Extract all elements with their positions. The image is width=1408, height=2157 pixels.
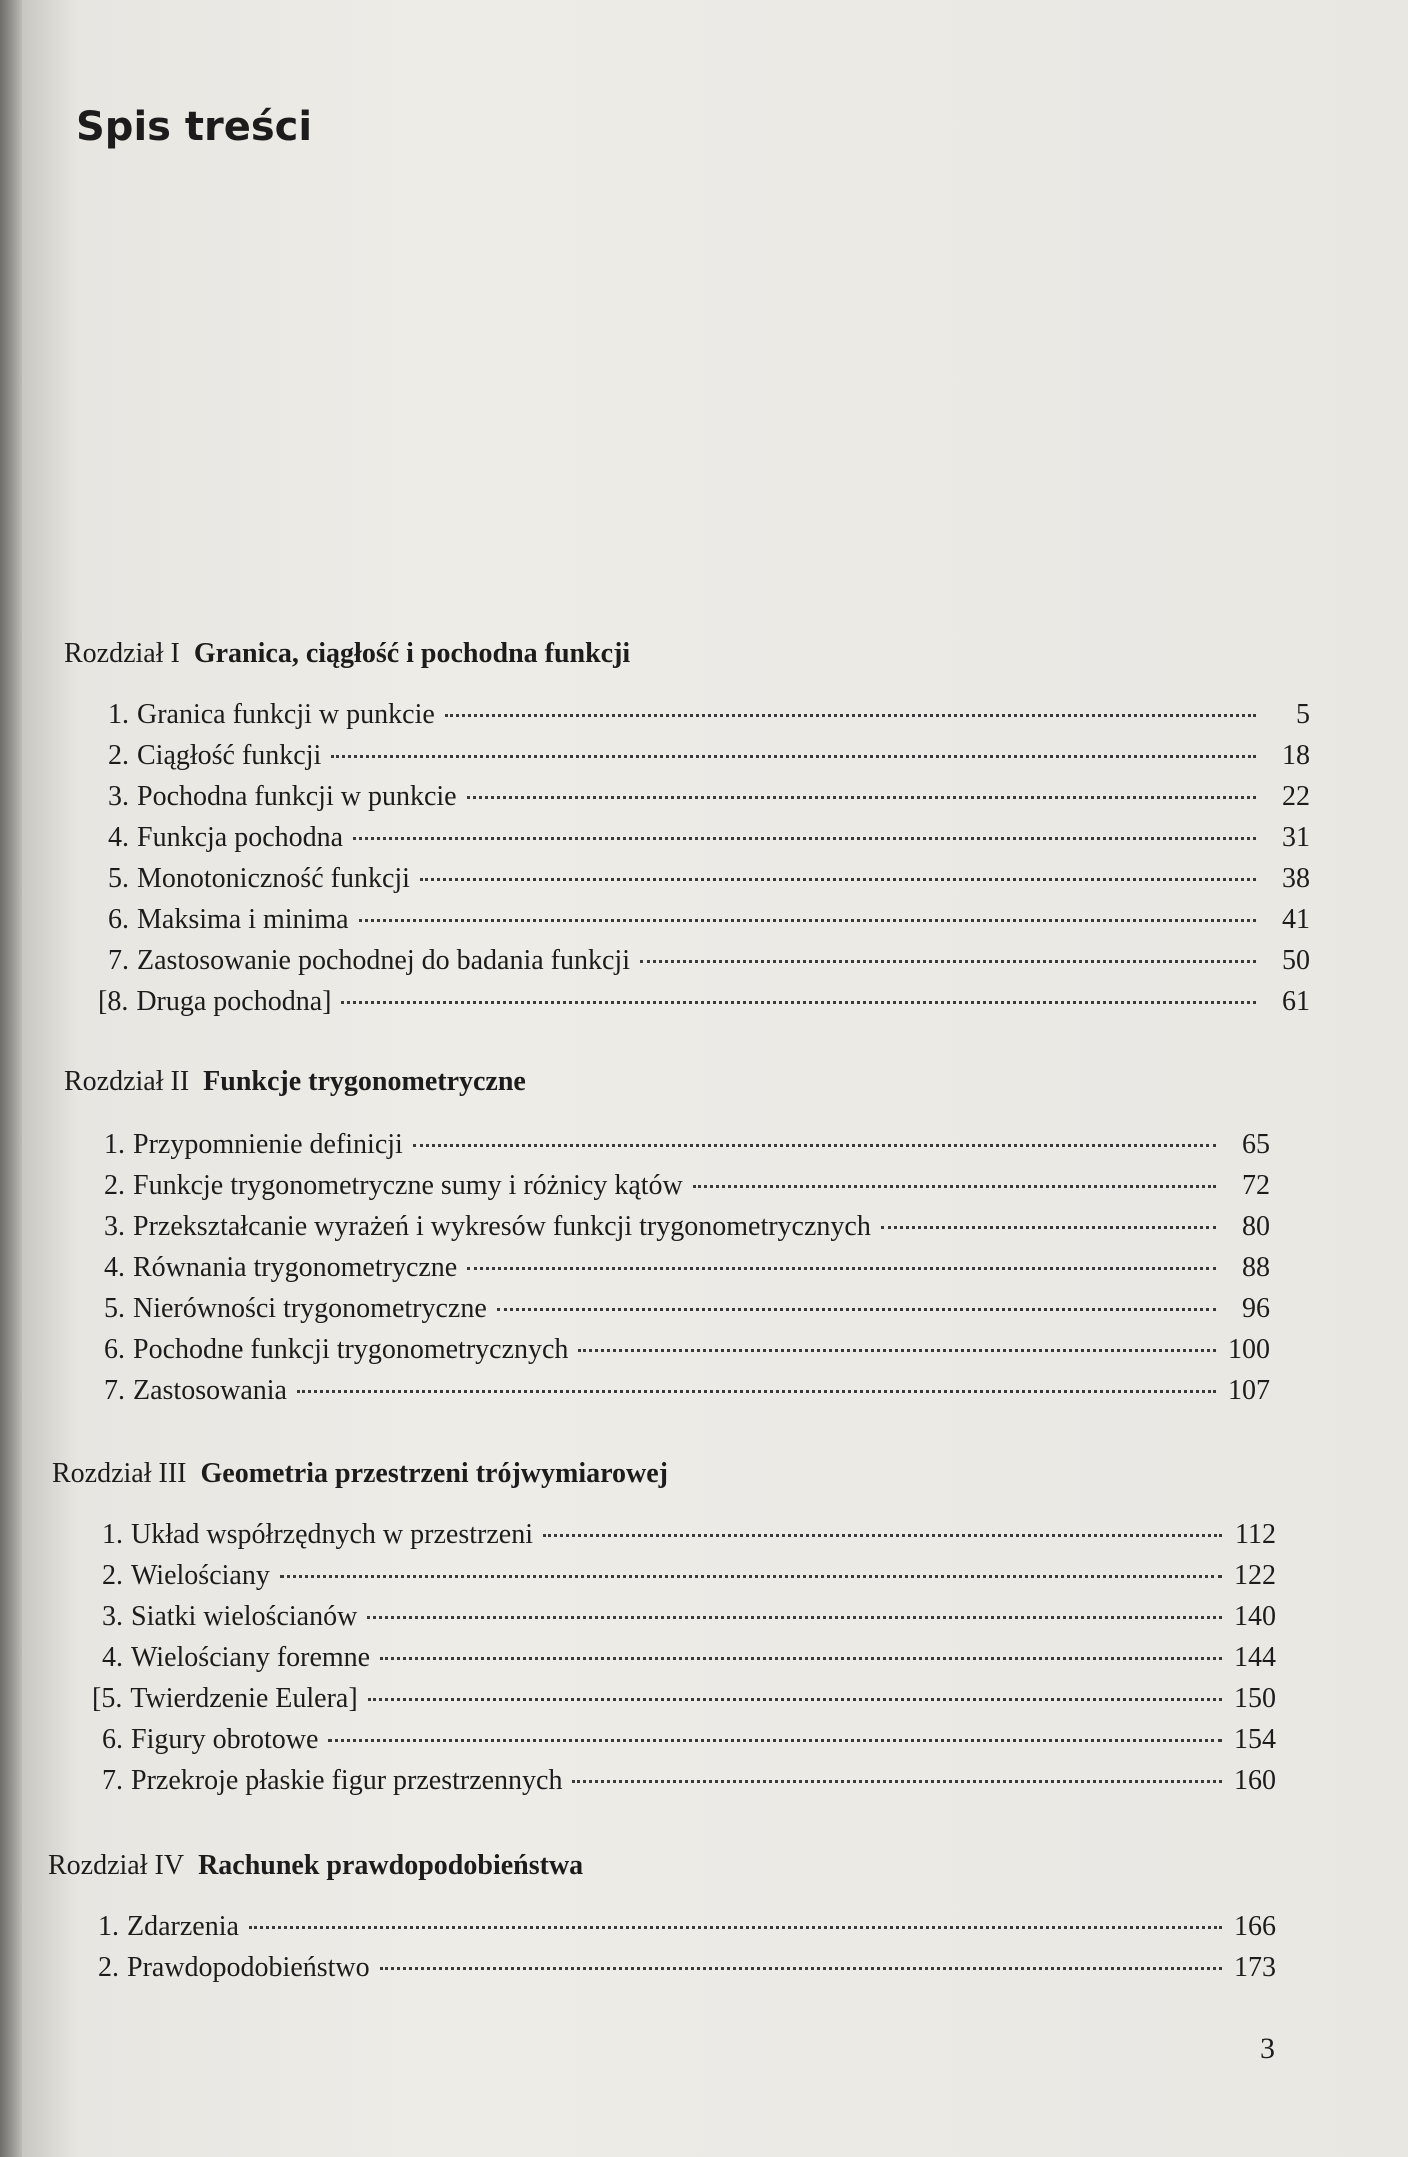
dot-leader — [331, 755, 1256, 758]
chapter-heading — [48, 1850, 583, 1882]
entry-title: Twierdzenie Eulera] — [130, 1683, 358, 1714]
dot-leader — [367, 1616, 1222, 1619]
entry-number: 6. — [104, 1334, 125, 1365]
entry-number: 4. — [102, 1642, 123, 1673]
entry-title: Siatki wielościanów — [131, 1601, 358, 1632]
dot-leader — [328, 1739, 1222, 1742]
page-number: 3 — [1260, 2032, 1275, 2065]
entry-page: 65 — [1242, 1129, 1270, 1160]
dot-leader — [640, 960, 1256, 963]
entry-page: 154 — [1234, 1724, 1276, 1755]
book-spine-shadow — [0, 0, 22, 2157]
toc-entry[interactable] — [102, 1764, 1276, 1798]
entry-page: 96 — [1242, 1293, 1270, 1324]
toc-entry[interactable] — [102, 1600, 1276, 1634]
entry-number: 1. — [104, 1129, 125, 1160]
entry-page: 5 — [1296, 699, 1310, 730]
chapter-label: Rozdział IV — [48, 1850, 185, 1881]
chapter-heading — [64, 638, 630, 670]
entry-page: 22 — [1282, 781, 1310, 812]
toc-entry[interactable] — [108, 821, 1310, 855]
entry-title: Maksima i minima — [137, 904, 349, 935]
chapter-name: Granica, ciągłość i pochodna funkcji — [193, 638, 631, 669]
dot-leader — [353, 837, 1256, 840]
entry-number: 3. — [108, 781, 129, 812]
chapter-name: Rachunek prawdopodobieństwa — [198, 1850, 584, 1881]
toc-entry[interactable] — [104, 1210, 1270, 1244]
dot-leader — [280, 1575, 1222, 1578]
entry-title: Ciągłość funkcji — [137, 740, 322, 771]
dot-leader — [341, 1001, 1256, 1004]
entry-page: 61 — [1282, 986, 1310, 1017]
page-title: Spis treści — [76, 104, 313, 150]
toc-entry[interactable] — [102, 1518, 1276, 1552]
toc-entry[interactable] — [108, 739, 1310, 773]
dot-leader — [497, 1308, 1216, 1311]
entry-page: 173 — [1234, 1952, 1276, 1983]
entry-title: Zdarzenia — [127, 1911, 239, 1942]
entry-title: Zastosowania — [133, 1375, 287, 1406]
entry-number: 4. — [108, 822, 129, 853]
entry-number: 7. — [102, 1765, 123, 1796]
entry-title: Figury obrotowe — [131, 1724, 319, 1755]
entry-page: 80 — [1242, 1211, 1270, 1242]
dot-leader — [413, 1144, 1216, 1147]
toc-entry[interactable] — [102, 1559, 1276, 1593]
toc-entry[interactable] — [98, 985, 1310, 1019]
entry-number: 5. — [108, 863, 129, 894]
entry-number: 2. — [98, 1952, 119, 1983]
dot-leader — [578, 1349, 1216, 1352]
toc-entry[interactable] — [102, 1723, 1276, 1757]
entry-number: 5. — [104, 1293, 125, 1324]
entry-page: 31 — [1282, 822, 1310, 853]
entry-title: Zastosowanie pochodnej do badania funkcji — [137, 945, 630, 976]
dot-leader — [693, 1185, 1216, 1188]
entry-number: [8. — [98, 986, 129, 1017]
entry-number: 6. — [108, 904, 129, 935]
entry-number: 7. — [108, 945, 129, 976]
dot-leader — [543, 1534, 1222, 1537]
entry-title: Układ współrzędnych w przestrzeni — [131, 1519, 533, 1550]
entry-number: 1. — [98, 1911, 119, 1942]
entry-title: Druga pochodna] — [136, 986, 332, 1017]
entry-number: 6. — [102, 1724, 123, 1755]
chapter-name: Geometria przestrzeni trójwymiarowej — [200, 1458, 668, 1489]
toc-entry[interactable] — [104, 1333, 1270, 1367]
entry-page: 18 — [1282, 740, 1310, 771]
chapter-heading — [52, 1458, 668, 1490]
entry-number: 2. — [104, 1170, 125, 1201]
dot-leader — [420, 878, 1256, 881]
toc-entry[interactable] — [104, 1251, 1270, 1285]
toc-entry[interactable] — [98, 1910, 1276, 1944]
toc-entry[interactable] — [92, 1682, 1276, 1716]
entry-title: Pochodne funkcji trygonometrycznych — [133, 1334, 569, 1365]
entry-title: Wielościany — [131, 1560, 270, 1591]
dot-leader — [368, 1698, 1222, 1701]
entry-number: 7. — [104, 1375, 125, 1406]
entry-title: Wielościany foremne — [131, 1642, 371, 1673]
toc-entry[interactable] — [98, 1951, 1276, 1985]
toc-entry[interactable] — [108, 698, 1310, 732]
entry-page: 150 — [1234, 1683, 1276, 1714]
chapter-label: Rozdział I — [64, 638, 180, 669]
dot-leader — [249, 1926, 1222, 1929]
toc-entry[interactable] — [108, 944, 1310, 978]
dot-leader — [380, 1657, 1222, 1660]
entry-page: 41 — [1282, 904, 1310, 935]
entry-number: 2. — [102, 1560, 123, 1591]
chapter-name: Funkcje trygonometryczne — [203, 1066, 526, 1097]
entry-title: Równania trygonometryczne — [133, 1252, 458, 1283]
dot-leader — [881, 1226, 1216, 1229]
entry-page: 88 — [1242, 1252, 1270, 1283]
entry-title: Pochodna funkcji w punkcie — [137, 781, 457, 812]
dot-leader — [359, 919, 1256, 922]
entry-title: Funkcje trygonometryczne sumy i różnicy kątów — [133, 1170, 683, 1201]
toc-entry[interactable] — [104, 1292, 1270, 1326]
dot-leader — [572, 1780, 1222, 1783]
entry-number: 1. — [108, 699, 129, 730]
dot-leader — [467, 1267, 1216, 1270]
toc-entry[interactable] — [108, 780, 1310, 814]
entry-page: 140 — [1234, 1601, 1276, 1632]
toc-entry[interactable] — [108, 862, 1310, 896]
chapter-heading — [64, 1066, 526, 1098]
entry-title: Nierówności trygonometryczne — [133, 1293, 487, 1324]
chapter-label: Rozdział III — [52, 1458, 187, 1489]
entry-page: 160 — [1234, 1765, 1276, 1796]
entry-number: [5. — [92, 1683, 123, 1714]
entry-page: 144 — [1234, 1642, 1276, 1673]
entry-title: Monotoniczność funkcji — [137, 863, 410, 894]
entry-page: 112 — [1235, 1519, 1276, 1550]
entry-page: 72 — [1242, 1170, 1270, 1201]
entry-title: Funkcja pochodna — [137, 822, 344, 853]
entry-page: 100 — [1228, 1334, 1270, 1365]
entry-page: 107 — [1228, 1375, 1270, 1406]
book-page — [22, 0, 1408, 2157]
toc-entry[interactable] — [104, 1169, 1270, 1203]
entry-title: Przekroje płaskie figur przestrzennych — [131, 1765, 563, 1796]
toc-entry[interactable] — [104, 1128, 1270, 1162]
entry-page: 50 — [1282, 945, 1310, 976]
chapter-label: Rozdział II — [64, 1066, 190, 1097]
entry-number: 3. — [104, 1211, 125, 1242]
toc-entry[interactable] — [104, 1374, 1270, 1408]
entry-title: Przypomnienie definicji — [133, 1129, 403, 1160]
entry-page: 38 — [1282, 863, 1310, 894]
entry-number: 4. — [104, 1252, 125, 1283]
dot-leader — [297, 1390, 1216, 1393]
toc-entry[interactable] — [108, 903, 1310, 937]
entry-title: Granica funkcji w punkcie — [137, 699, 435, 730]
dot-leader — [445, 714, 1256, 717]
entry-title: Prawdopodobieństwo — [127, 1952, 370, 1983]
entry-number: 2. — [108, 740, 129, 771]
entry-title: Przekształcanie wyrażeń i wykresów funkcji trygonometrycznych — [133, 1211, 871, 1242]
entry-page: 166 — [1234, 1911, 1276, 1942]
entry-number: 3. — [102, 1601, 123, 1632]
dot-leader — [467, 796, 1256, 799]
toc-entry[interactable] — [102, 1641, 1276, 1675]
entry-number: 1. — [102, 1519, 123, 1550]
entry-page: 122 — [1234, 1560, 1276, 1591]
dot-leader — [380, 1967, 1222, 1970]
